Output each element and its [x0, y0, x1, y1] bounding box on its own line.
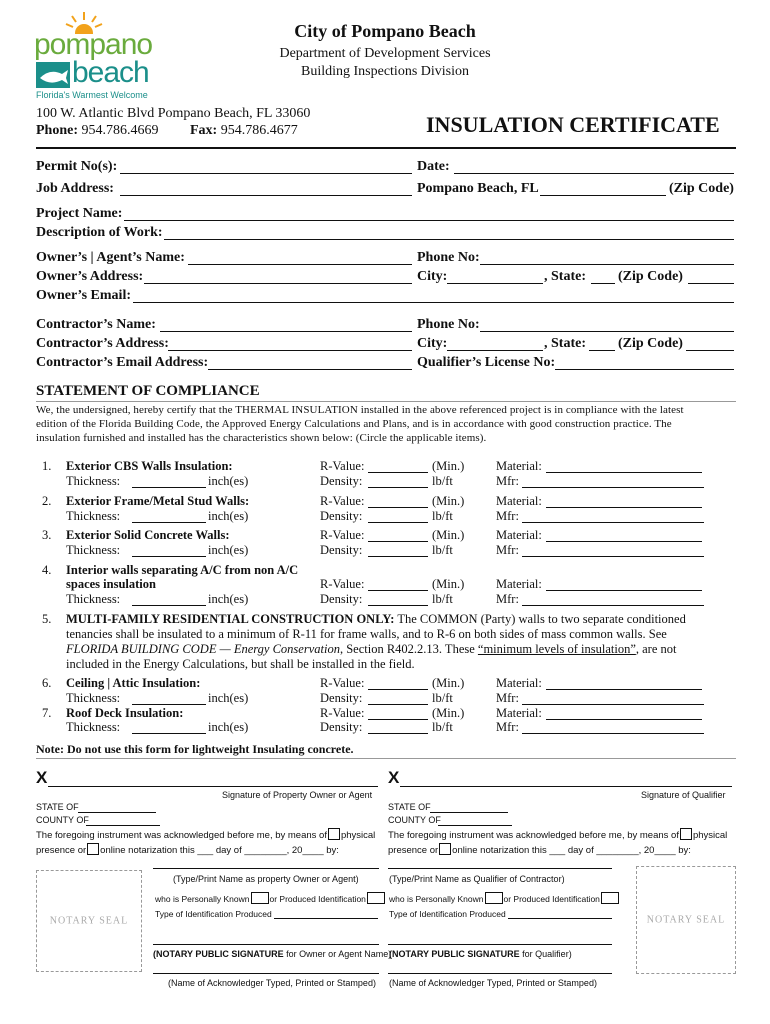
owner-ack-text: The foregoing instrument was acknowledged before me, by means of: [36, 830, 327, 841]
min-label: (Min.): [432, 706, 465, 720]
qual-id-type-input[interactable]: [508, 908, 612, 919]
owner-known-checkbox[interactable]: [251, 892, 269, 904]
thickness-label: Thickness:: [66, 509, 121, 523]
fax-number: 954.786.4677: [220, 123, 298, 138]
item-number: 3.: [42, 528, 52, 542]
density-label: Density:: [320, 509, 363, 523]
density-label: Density:: [320, 691, 363, 705]
owner-county-of-input[interactable]: [86, 815, 160, 826]
qual-print-name-input[interactable]: [388, 858, 612, 869]
thickness-input[interactable]: [132, 592, 206, 606]
permit-label: Permit No(s):: [36, 159, 118, 174]
zip-label: (Zip Code): [669, 181, 734, 196]
item-5-line-2: tenancies shall be insulated to a minimum of R-11 for frame walls, and to R-6 on both sides of mass common walls. See: [66, 627, 667, 641]
logo-text-pompano: pompano: [34, 28, 153, 61]
statement-line-2: edition of the Florida Building Code, the Approved Energy Calculations and Plans, and is in accordance with good construction practice. The: [36, 418, 672, 430]
owner-notary-rest: for Owner or Agent Name): [283, 949, 392, 959]
lbft-label: lb/ft: [432, 592, 453, 606]
mfr-label: Mfr:: [496, 592, 519, 606]
owner-print-label: (Type/Print Name as property Owner or Agent): [173, 874, 359, 884]
item-5-line-1: [66, 612, 686, 627]
thickness-input[interactable]: [132, 543, 206, 557]
qual-notary-rest: for Qualifier): [519, 949, 572, 959]
statement-heading: STATEMENT OF COMPLIANCE: [36, 383, 260, 399]
owner-state-of-input[interactable]: [78, 802, 156, 813]
material-input[interactable]: [546, 676, 702, 690]
material-input[interactable]: [546, 577, 702, 591]
owner-notary-bold: (NOTARY PUBLIC SIGNATURE: [153, 949, 284, 959]
thickness-input[interactable]: [132, 691, 206, 705]
pompano-label: Pompano Beach, FL: [417, 181, 539, 196]
item-label: Interior walls separating A/C from non A/C: [66, 563, 299, 577]
r-value-input[interactable]: [368, 528, 428, 542]
mfr-input[interactable]: [522, 592, 704, 606]
qual-online-checkbox[interactable]: [439, 843, 451, 855]
lbft-label: lb/ft: [432, 691, 453, 705]
qualifier-license-label: Qualifier’s License No:: [417, 355, 556, 370]
mfr-input[interactable]: [522, 691, 704, 705]
item-number: 6.: [42, 676, 52, 690]
contractor-zip-input[interactable]: [686, 336, 734, 351]
qual-county-of-input[interactable]: [438, 815, 512, 826]
owner-notary-signature-line[interactable]: [153, 944, 379, 945]
r-value-label: R-Value:: [320, 494, 365, 508]
qual-produced-label: or Produced Identification: [503, 894, 600, 904]
min-label: (Min.): [432, 577, 465, 591]
thickness-label: Thickness:: [66, 543, 121, 557]
thickness-label: Thickness:: [66, 691, 121, 705]
item-5-section: , Section R402.2.13. These: [339, 642, 478, 656]
material-input[interactable]: [546, 706, 702, 720]
contractor-address-input[interactable]: [168, 336, 412, 351]
phone-label: Phone:: [36, 123, 78, 138]
r-value-label: R-Value:: [320, 706, 365, 720]
lbft-label: lb/ft: [432, 720, 453, 734]
owner-seal-label: NOTARY SEAL: [49, 915, 129, 927]
owner-phone-input[interactable]: [480, 250, 734, 265]
owner-physical-label: physical: [340, 830, 376, 841]
thickness-label: Thickness:: [66, 474, 121, 488]
min-label: (Min.): [432, 494, 465, 508]
job-address-input[interactable]: [120, 181, 412, 196]
contractor-address-label: Contractor’s Address:: [36, 336, 169, 351]
material-label: Material:: [496, 459, 542, 473]
owner-notary-seal: [36, 870, 142, 972]
owner-ack-line-1: [36, 828, 375, 841]
contractor-email-input[interactable]: [208, 355, 412, 370]
owner-x-mark: X: [36, 768, 48, 787]
qualifier-license-input[interactable]: [555, 355, 734, 370]
owner-online-label: online notarization this ___ day of ________, 20____ by:: [100, 845, 339, 856]
qualifier-notary-seal: [636, 866, 736, 974]
qual-notary-label: [389, 949, 572, 959]
lbft-label: lb/ft: [432, 474, 453, 488]
min-label: (Min.): [432, 459, 465, 473]
contractor-zip-label: (Zip Code): [618, 336, 683, 351]
item-5-tail: , are not: [635, 642, 677, 656]
job-address-label: Job Address:: [36, 181, 114, 196]
qualifier-seal-label: NOTARY SEAL: [646, 914, 726, 926]
item-label: Exterior Solid Concrete Walls:: [66, 528, 230, 542]
density-input[interactable]: [368, 592, 428, 606]
item-label-2: spaces insulation: [66, 577, 156, 591]
item-label: Exterior Frame/Metal Stud Walls:: [66, 494, 250, 508]
logo-tagline: Florida's Warmest Welcome: [36, 90, 148, 100]
thickness-label: Thickness:: [66, 592, 121, 606]
item-label: Ceiling | Attic Insulation:: [66, 676, 201, 690]
item-number: 1.: [42, 459, 52, 473]
contractor-state-input[interactable]: [589, 336, 615, 351]
thickness-label: Thickness:: [66, 720, 121, 734]
owner-acknowledger-label: (Name of Acknowledger Typed, Printed or Stamped): [168, 978, 376, 988]
owner-zip-input[interactable]: [688, 269, 734, 284]
thickness-input[interactable]: [132, 474, 206, 488]
date-label: Date:: [417, 159, 450, 174]
owner-address-label: Owner’s Address:: [36, 269, 144, 284]
qual-notary-signature-line[interactable]: [388, 944, 612, 945]
logo-text-beach: beach: [72, 56, 149, 89]
owner-id-type-input[interactable]: [274, 908, 378, 919]
item-label: Exterior CBS Walls Insulation:: [66, 459, 233, 473]
owner-ack-line-2: [36, 843, 339, 856]
material-label: Material:: [496, 528, 542, 542]
r-value-input[interactable]: [368, 706, 428, 720]
mfr-input[interactable]: [522, 509, 704, 523]
min-label: (Min.): [432, 528, 465, 542]
qual-presence-text: presence or: [388, 845, 439, 856]
qual-physical-checkbox[interactable]: [680, 828, 692, 840]
qual-notary-bold: (NOTARY PUBLIC SIGNATURE: [389, 949, 520, 959]
r-value-label: R-Value:: [320, 459, 365, 473]
qual-id-type-label: Type of Identification Produced: [389, 909, 506, 919]
mfr-label: Mfr:: [496, 474, 519, 488]
inches-label: inch(es): [208, 691, 249, 705]
owner-id-type-label: Type of Identification Produced: [155, 909, 272, 919]
date-input[interactable]: [454, 159, 734, 174]
density-label: Density:: [320, 543, 363, 557]
owner-acknowledger-input[interactable]: [153, 963, 379, 974]
qual-produced-checkbox[interactable]: [601, 892, 619, 904]
contractor-phone-input[interactable]: [480, 317, 734, 332]
mfr-input[interactable]: [522, 474, 704, 488]
owner-notary-label: [153, 949, 391, 959]
r-value-label: R-Value:: [320, 577, 365, 591]
owner-email-label: Owner’s Email:: [36, 288, 131, 303]
density-input[interactable]: [368, 509, 428, 523]
owner-email-input[interactable]: [133, 288, 734, 303]
density-input[interactable]: [368, 543, 428, 557]
density-input[interactable]: [368, 474, 428, 488]
qual-acknowledger-label: (Name of Acknowledger Typed, Printed or Stamped): [389, 978, 597, 988]
qual-ack-line-1: [388, 828, 727, 841]
item-number: 4.: [42, 563, 52, 577]
qual-known-label: who is Personally Known: [389, 894, 484, 904]
r-value-input[interactable]: [368, 494, 428, 508]
density-label: Density:: [320, 592, 363, 606]
material-label: Material:: [496, 577, 542, 591]
qual-known-checkbox[interactable]: [485, 892, 503, 904]
owner-known-label: who is Personally Known: [155, 894, 250, 904]
inches-label: inch(es): [208, 474, 249, 488]
r-value-input[interactable]: [368, 459, 428, 473]
phone-line: [36, 123, 159, 139]
owner-name-label: Owner’s | Agent’s Name:: [36, 250, 185, 265]
contractor-city-label: City:: [417, 336, 448, 351]
item-5-line-3: [66, 642, 676, 657]
permit-input[interactable]: [120, 159, 412, 174]
density-label: Density:: [320, 474, 363, 488]
density-label: Density:: [320, 720, 363, 734]
qual-known-line: [389, 892, 620, 904]
owner-physical-checkbox[interactable]: [328, 828, 340, 840]
owner-county-of: COUNTY OF: [36, 815, 89, 825]
item-number: 2.: [42, 494, 52, 508]
qual-ack-line-2: [388, 843, 691, 856]
contractor-email-label: Contractor’s Email Address:: [36, 355, 209, 370]
qual-state-of: STATE OF: [388, 802, 431, 812]
material-input[interactable]: [546, 528, 702, 542]
statement-line-3: insulation furnished and installed has the characteristics shown below: (Circle the applicable items).: [36, 432, 487, 444]
owner-signature-label: Signature of Property Owner or Agent: [222, 790, 373, 800]
form-title: INSULATION CERTIFICATE: [426, 112, 720, 137]
statement-line-1: We, the undersigned, hereby certify that the THERMAL INSULATION installed in the above referenced project is in compliance with the latest: [36, 404, 684, 416]
item-5-text: The COMMON (Party) walls to two separate conditioned: [394, 612, 686, 626]
owner-known-line: [155, 892, 386, 904]
contractor-name-label: Contractor’s Name:: [36, 317, 156, 332]
description-label: Description of Work:: [36, 225, 163, 240]
qual-online-label: online notarization this ___ day of ________, 20____ by:: [452, 845, 691, 856]
inches-label: inch(es): [208, 592, 249, 606]
item-number: 7.: [42, 706, 52, 720]
qualifier-x-mark: X: [388, 768, 400, 787]
fax-line: [190, 123, 298, 139]
mfr-label: Mfr:: [496, 509, 519, 523]
material-label: Material:: [496, 706, 542, 720]
department: Department of Development Services: [279, 46, 491, 61]
zip-input[interactable]: [540, 181, 666, 196]
r-value-input[interactable]: [368, 676, 428, 690]
inches-label: inch(es): [208, 720, 249, 734]
fax-label: Fax:: [190, 123, 218, 138]
mfr-label: Mfr:: [496, 543, 519, 557]
density-input[interactable]: [368, 720, 428, 734]
owner-address-input[interactable]: [144, 269, 412, 284]
density-input[interactable]: [368, 691, 428, 705]
item-label: Roof Deck Insulation:: [66, 706, 184, 720]
project-name-label: Project Name:: [36, 206, 123, 221]
mfr-label: Mfr:: [496, 720, 519, 734]
division: Building Inspections Division: [301, 64, 469, 79]
qual-state-of-input[interactable]: [430, 802, 508, 813]
qual-acknowledger-input[interactable]: [388, 963, 612, 974]
code-reference: FLORIDA BUILDING CODE — Energy Conservation: [66, 642, 340, 656]
owner-produced-checkbox[interactable]: [367, 892, 385, 904]
min-label: (Min.): [432, 676, 465, 690]
project-name-input[interactable]: [124, 206, 734, 221]
owner-name-input[interactable]: [188, 250, 412, 265]
qualifier-signature-line[interactable]: [400, 772, 732, 787]
office-address: 100 W. Atlantic Blvd Pompano Beach, FL 33060: [36, 106, 311, 121]
contractor-state-label: , State:: [544, 336, 586, 351]
owner-phone-label: Phone No:: [417, 250, 480, 265]
mfr-input[interactable]: [522, 720, 704, 734]
item-5-number: 5.: [42, 612, 52, 626]
material-label: Material:: [496, 676, 542, 690]
owner-online-checkbox[interactable]: [87, 843, 99, 855]
owner-signature-line[interactable]: [48, 772, 378, 787]
qual-print-label: (Type/Print Name as Qualifier of Contractor): [389, 874, 565, 884]
inches-label: inch(es): [208, 543, 249, 557]
owner-state-of: STATE OF: [36, 802, 79, 812]
material-input[interactable]: [546, 459, 702, 473]
material-input[interactable]: [546, 494, 702, 508]
qual-physical-label: physical: [692, 830, 728, 841]
qual-county-of: COUNTY OF: [388, 815, 441, 825]
qualifier-signature-label: Signature of Qualifier: [641, 790, 726, 800]
r-value-label: R-Value:: [320, 528, 365, 542]
owner-city-label: City:: [417, 269, 448, 284]
thickness-input[interactable]: [132, 720, 206, 734]
owner-city-input[interactable]: [447, 269, 543, 284]
qual-ack-text: The foregoing instrument was acknowledged before me, by means of: [388, 830, 679, 841]
owner-zip-label: (Zip Code): [618, 269, 683, 284]
owner-produced-label: or Produced Identification: [269, 894, 366, 904]
minimum-levels-link: “minimum levels of insulation”: [477, 642, 636, 656]
phone-number: 954.786.4669: [81, 123, 159, 138]
owner-presence-text: presence or: [36, 845, 87, 856]
lbft-label: lb/ft: [432, 509, 453, 523]
r-value-input[interactable]: [368, 577, 428, 591]
contractor-city-input[interactable]: [447, 336, 543, 351]
inches-label: inch(es): [208, 509, 249, 523]
city-name: City of Pompano Beach: [294, 21, 476, 41]
note: Note: Do not use this form for lightweight Insulating concrete.: [36, 742, 354, 756]
owner-state-input[interactable]: [591, 269, 615, 284]
lbft-label: lb/ft: [432, 543, 453, 557]
thickness-input[interactable]: [132, 509, 206, 523]
owner-state-label: , State:: [544, 269, 586, 284]
material-label: Material:: [496, 494, 542, 508]
item-5-line-4: included in the Energy Calculations, but shall be installed in the field.: [66, 657, 415, 671]
mfr-input[interactable]: [522, 543, 704, 557]
description-input[interactable]: [164, 225, 734, 240]
mfr-label: Mfr:: [496, 691, 519, 705]
owner-print-name-input[interactable]: [153, 858, 379, 869]
item-5-bold: MULTI-FAMILY RESIDENTIAL CONSTRUCTION ONLY:: [66, 612, 395, 626]
contractor-name-input[interactable]: [160, 317, 412, 332]
contractor-phone-label: Phone No:: [417, 317, 480, 332]
r-value-label: R-Value:: [320, 676, 365, 690]
